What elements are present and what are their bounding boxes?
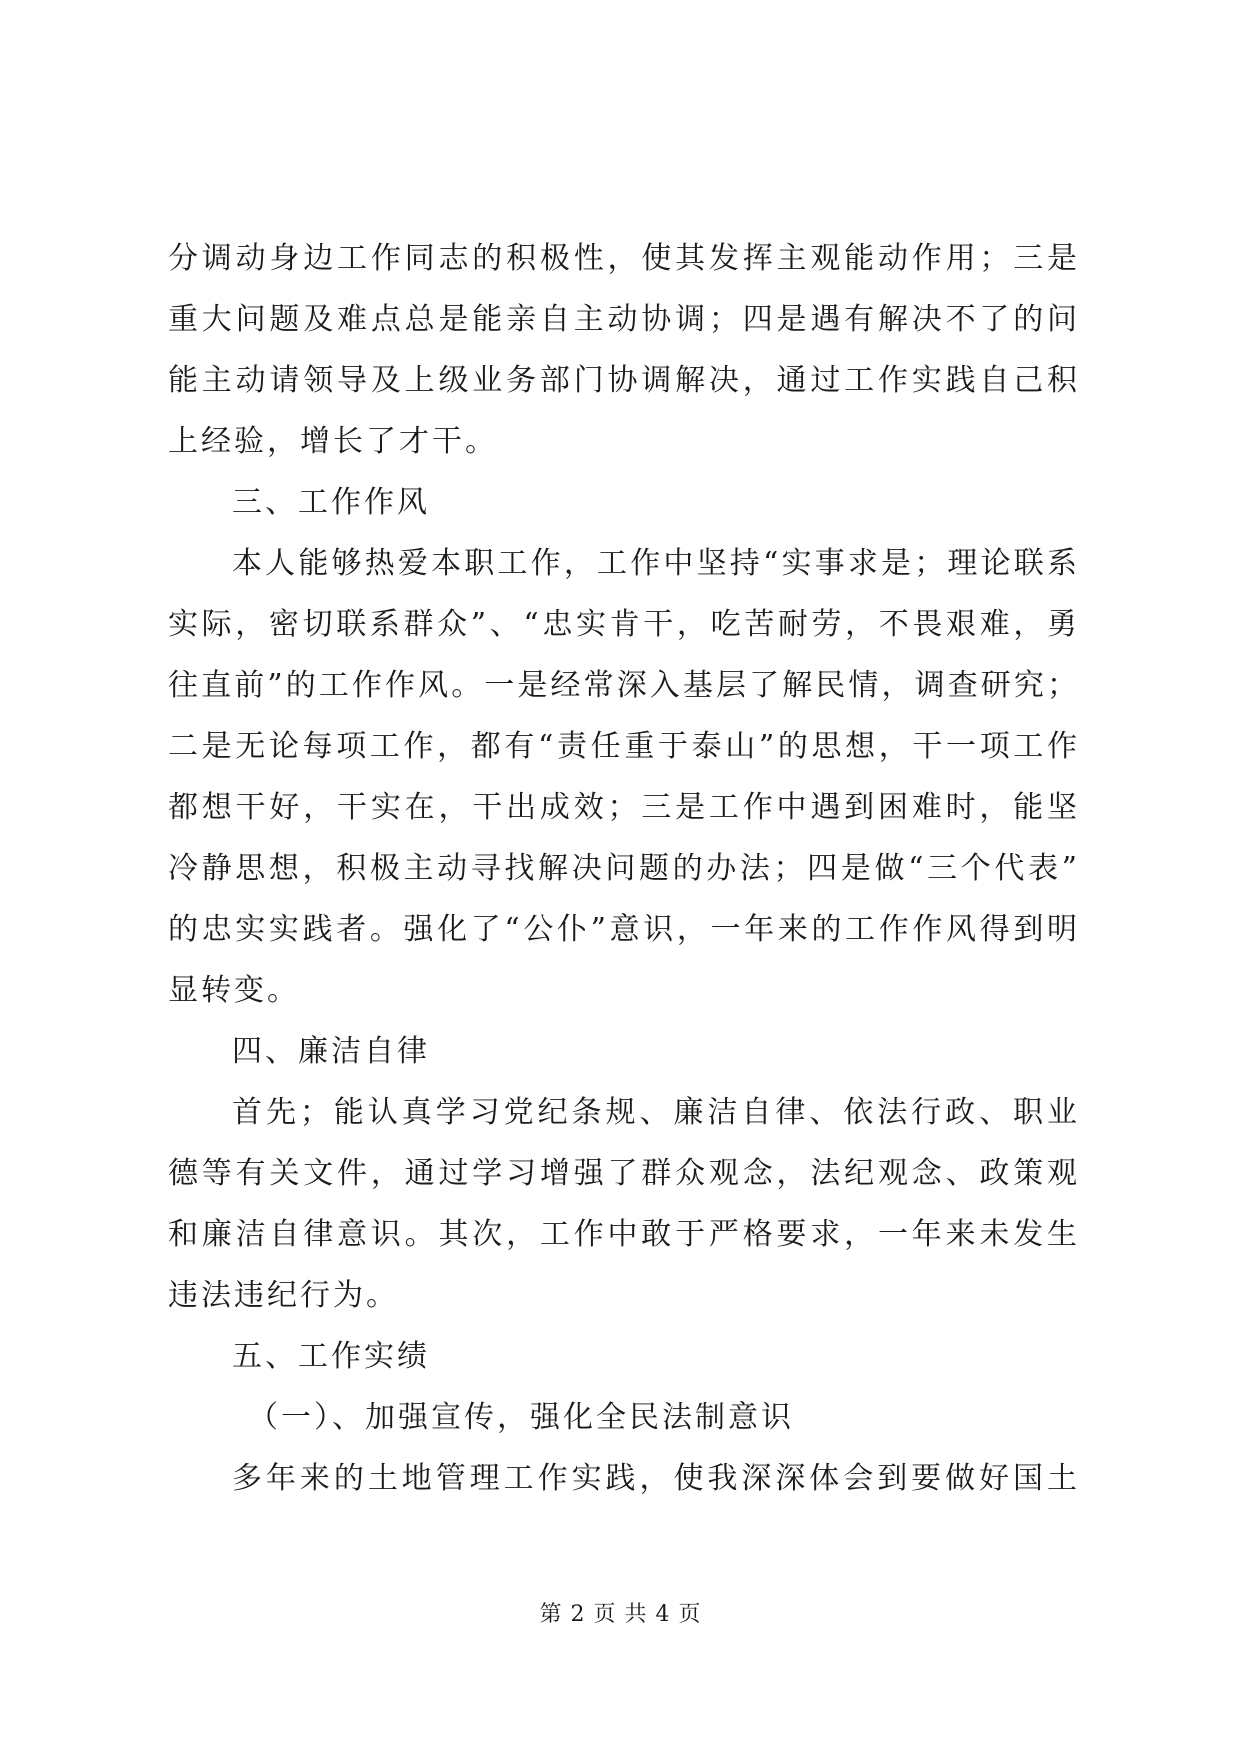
paragraph-line: 冷静思想，积极主动寻找解决问题的办法；四是做“三个代表” — [168, 851, 1080, 886]
section-heading: 四、廉洁自律 — [232, 1034, 430, 1069]
paragraph-line: 实际，密切联系群众”、“忠实肯干，吃苦耐劳，不畏艰难，勇 — [168, 607, 1080, 642]
subsection-heading: （一）、加强宣传，强化全民法制意识 — [248, 1400, 794, 1435]
paragraph-line: 多年来的土地管理工作实践，使我深深体会到要做好国土 — [232, 1461, 1080, 1496]
paragraph-line: 都想干好，干实在，干出成效；三是工作中遇到困难时，能坚 — [168, 790, 1080, 825]
section-heading: 三、工作作风 — [232, 485, 430, 520]
section-heading: 五、工作实绩 — [232, 1339, 430, 1374]
paragraph-line: 的忠实实践者。强化了“公仆”意识，一年来的工作作风得到明 — [168, 912, 1080, 947]
paragraph-line: 本人能够热爱本职工作，工作中坚持“实事求是；理论联系 — [232, 546, 1080, 581]
paragraph-line: 首先；能认真学习党纪条规、廉洁自律、依法行政、职业 — [232, 1095, 1080, 1130]
paragraph-line: 二是无论每项工作，都有“责任重于泰山”的思想，干一项工作 — [168, 729, 1080, 764]
paragraph-line: 重大问题及难点总是能亲自主动协调；四是遇有解决不了的问 — [168, 302, 1080, 337]
paragraph-line: 能主动请领导及上级业务部门协调解决，通过工作实践自己积 — [168, 363, 1080, 398]
paragraph-line: 上经验，增长了才干。 — [168, 424, 498, 459]
document-body — [168, 228, 1080, 1509]
paragraph-line: 显转变。 — [168, 973, 300, 1008]
paragraph-line: 德等有关文件，通过学习增强了群众观念，法纪观念、政策观 — [168, 1156, 1080, 1191]
paragraph-line: 和廉洁自律意识。其次，工作中敢于严格要求，一年来未发生 — [168, 1217, 1080, 1252]
paragraph-line: 违法违纪行为。 — [168, 1278, 399, 1313]
paragraph-line: 分调动身边工作同志的积极性，使其发挥主观能动作用；三是 — [168, 241, 1080, 276]
paragraph-line: 往直前”的工作作风。一是经常深入基层了解民情，调查研究； — [168, 668, 1080, 703]
page-footer: 第 2 页 共 4 页 — [539, 1602, 702, 1627]
